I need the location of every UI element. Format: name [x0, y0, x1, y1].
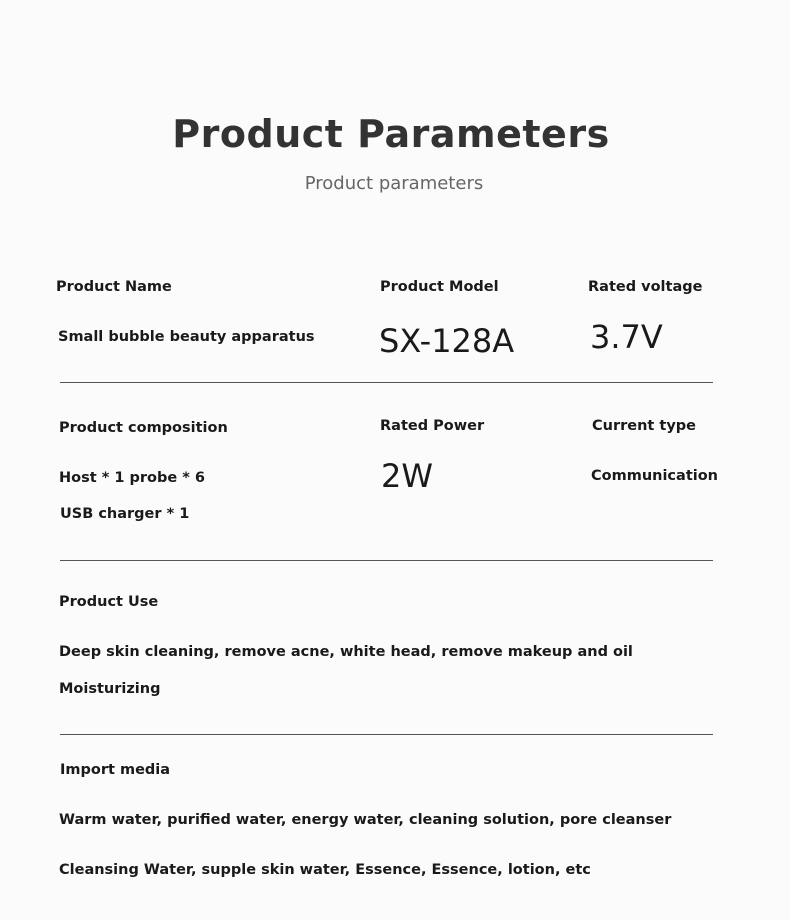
divider-2	[60, 560, 713, 561]
product-name-label: Product Name	[56, 279, 172, 295]
rated-power-value: 2W	[381, 457, 433, 495]
rated-voltage-label: Rated voltage	[588, 279, 703, 295]
current-type-value: Communication	[591, 468, 719, 484]
rated-power-label: Rated Power	[380, 418, 485, 434]
rated-voltage-value: 3.7V	[590, 318, 663, 356]
product-composition-label: Product composition	[59, 420, 228, 436]
product-use-label: Product Use	[59, 594, 159, 610]
product-composition-line-1: Host * 1 probe * 6	[59, 470, 205, 486]
divider-3	[60, 734, 713, 735]
product-model-label: Product Model	[380, 279, 499, 295]
import-media-line-1: Warm water, purified water, energy water, cleaning solution, pore cleanser	[59, 812, 672, 828]
product-use-line-1: Deep skin cleaning, remove acne, white head, remove makeup and oil	[59, 644, 633, 660]
product-model-value: SX-128A	[379, 322, 515, 360]
current-type-label: Current type	[592, 418, 696, 434]
product-name-value: Small bubble beauty apparatus	[58, 329, 315, 345]
divider-1	[60, 382, 713, 383]
product-composition-line-2: USB charger * 1	[60, 506, 190, 522]
product-use-line-2: Moisturizing	[59, 681, 161, 697]
page-title: Product Parameters	[172, 112, 610, 156]
import-media-label: Import media	[60, 762, 171, 778]
page-subtitle: Product parameters	[304, 173, 484, 194]
import-media-line-2: Cleansing Water, supple skin water, Essence, Essence, lotion, etc	[59, 862, 591, 878]
